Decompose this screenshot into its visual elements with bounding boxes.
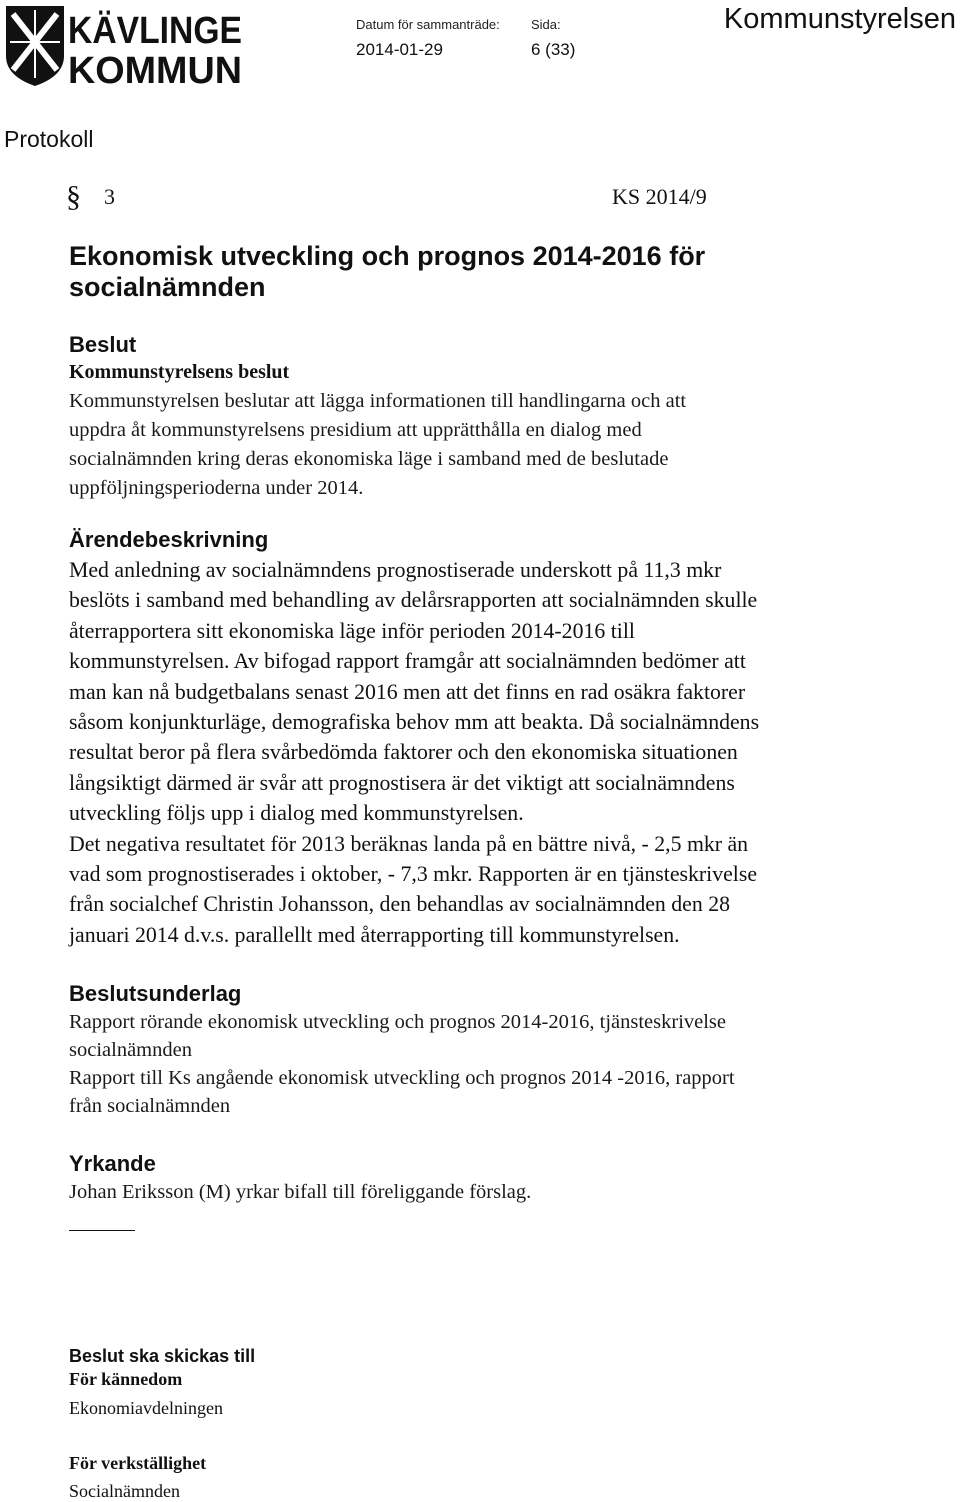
text-line: återrapportera sitt ekonomiska läge inför perioden 2014-2016 till bbox=[69, 618, 635, 643]
text-line: uppdra åt kommunstyrelsens presidium att upprätthålla en dialog med bbox=[69, 419, 642, 441]
text-line: Det negativa resultatet för 2013 beräknas landa på en bättre nivå, - 2,5 mkr än bbox=[69, 831, 749, 856]
page-value: 6 (33) bbox=[531, 40, 576, 59]
yrkande-text: Johan Eriksson (M) yrkar bifall till föreliggande förslag. bbox=[69, 1181, 532, 1203]
paragraph-number: 3 bbox=[104, 184, 115, 209]
kavlinge-kommun-logo bbox=[4, 4, 265, 92]
beslut-text bbox=[69, 387, 899, 503]
section-title: Ekonomisk utveckling och prognos 2014-2016 för socialnämnden bbox=[69, 241, 706, 302]
text-line: Med anledning av socialnämndens prognostiserade underskott på 11,3 mkr bbox=[69, 558, 722, 582]
logo-text-kommun: KOMMUN bbox=[68, 50, 242, 92]
text-line: Rapport till Ks angående ekonomisk utveckling och prognos 2014 -2016, rapport bbox=[69, 1067, 735, 1089]
text-line: socialnämnden kring deras ekonomiska läge i samband med de beslutade bbox=[69, 448, 669, 470]
text-line: uppföljningsperioderna under 2014. bbox=[69, 477, 364, 499]
paragraph-symbol: § bbox=[66, 180, 81, 213]
text-line: såsom konjunkturläge, demografiska behov mm att beakta. Då socialnämndens bbox=[69, 710, 760, 735]
text-line: långsiktigt därmed är svår att prognostisera är det viktigt att socialnämndens bbox=[69, 770, 735, 795]
text-line: januari 2014 d.v.s. parallellt med återrapporting till kommunstyrelsen. bbox=[69, 922, 680, 947]
text-line: Rapport rörande ekonomisk utveckling och prognos 2014-2016, tjänsteskrivelse bbox=[69, 1011, 727, 1033]
text-line: beslöts i samband med behandling av delårsrapporten att socialnämnden skulle bbox=[69, 588, 758, 613]
meeting-date-value: 2014-01-29 bbox=[356, 40, 443, 59]
distribution-heading: Beslut ska skickas till bbox=[69, 1346, 256, 1366]
text-line: resultat beror på flera svårbedömda faktorer och den ekonomiska situationen bbox=[69, 740, 738, 765]
text-line: utveckling följs upp i dialog med kommunstyrelsen. bbox=[69, 801, 524, 826]
beslut-heading: Beslut bbox=[69, 332, 137, 357]
divider bbox=[69, 1230, 135, 1231]
logo-text-kavlinge: KÄVLINGE bbox=[68, 10, 265, 52]
kannedom-recipient: Ekonomiavdelningen bbox=[69, 1398, 223, 1418]
text-line: socialnämnden bbox=[69, 1039, 192, 1061]
yrkande-heading: Yrkande bbox=[69, 1151, 156, 1176]
verkstallighet-label: För verkställighet bbox=[69, 1453, 207, 1473]
text-line: vad som prognostiserades i oktober, - 7,3 mkr. Rapporten är en tjänsteskrivelse bbox=[69, 862, 757, 887]
document-type: Protokoll bbox=[4, 126, 94, 152]
verkstallighet-recipient: Socialnämnden bbox=[69, 1481, 180, 1501]
kommunstyrelsens-beslut-heading: Kommunstyrelsens beslut bbox=[69, 361, 290, 383]
text-line: från socialchef Christin Johansson, den behandlas av socialnämnden den 28 bbox=[69, 892, 730, 917]
text-line: kommunstyrelsen. Av bifogad rapport framgår att socialnämnden bedömer att bbox=[69, 649, 746, 674]
arendebeskrivning-heading: Ärendebeskrivning bbox=[69, 527, 269, 552]
text-line: man kan nå budgetbalans senast 2016 men att det finns en rad osäkra faktorer bbox=[69, 679, 746, 704]
meeting-date-label: Datum för sammanträde: bbox=[356, 17, 500, 32]
arendebeskrivning-text bbox=[69, 555, 929, 950]
case-number: KS 2014/9 bbox=[612, 184, 707, 209]
coat-of-arms-icon bbox=[6, 6, 64, 86]
text-line: Kommunstyrelsen beslutar att lägga informationen till handlingarna och att bbox=[69, 390, 687, 412]
organization-name: Kommunstyrelsen bbox=[723, 3, 956, 35]
beslutsunderlag-heading: Beslutsunderlag bbox=[69, 981, 242, 1006]
beslutsunderlag-text bbox=[69, 1008, 929, 1120]
page-label: Sida: bbox=[531, 17, 561, 32]
text-line: från socialnämnden bbox=[69, 1095, 231, 1117]
kannedom-label: För kännedom bbox=[69, 1369, 183, 1389]
